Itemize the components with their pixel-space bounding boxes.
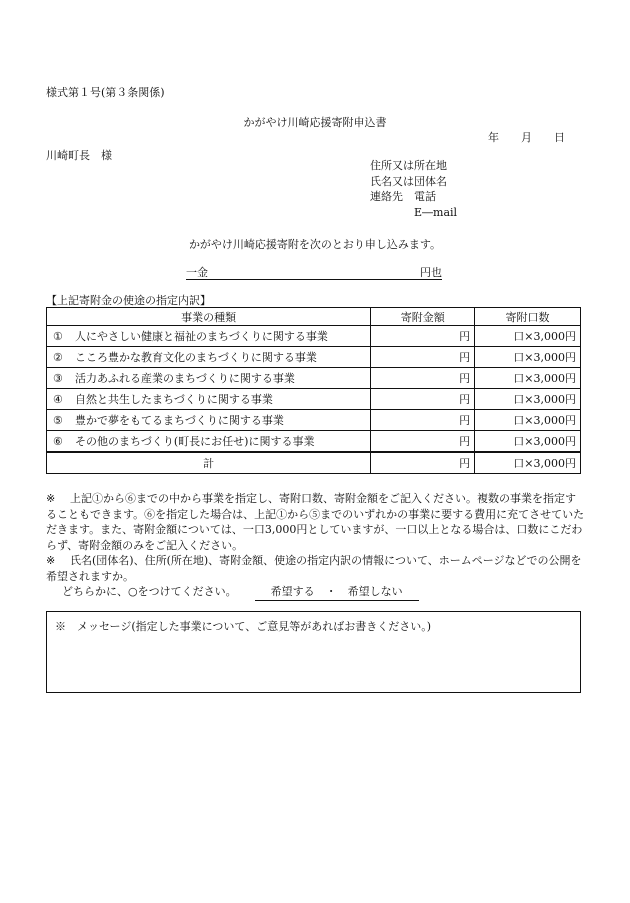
total-row [47, 452, 581, 474]
page-title: かがやけ川崎応援寄附申込書 [243, 116, 387, 129]
note-2-text: 氏名(団体名)、住所(所在地)、寄附金額、使途の指定内訳の情報について、ホームページなどでの公開を希望されますか。 [46, 554, 582, 583]
project-name-cell [47, 347, 371, 368]
units-cell[interactable]: 口×3,000円 [475, 326, 581, 347]
project-name: 活力あふれる産業のまちづくりに関する事業 [75, 372, 295, 385]
total-amount-cell[interactable]: 円 [371, 452, 475, 474]
date-month-label: 月 [521, 131, 532, 144]
header-units: 寄附口数 [475, 308, 581, 326]
intro-text: かがやけ川崎応援寄附を次のとおり申し込みます。 [188, 238, 442, 251]
form-number: 様式第１号(第３条関係) [46, 86, 165, 99]
project-name-cell [47, 431, 371, 453]
project-name: こころ豊かな教育文化のまちづくりに関する事業 [75, 351, 317, 364]
project-name-cell [47, 389, 371, 410]
project-name-cell [47, 326, 371, 347]
message-label: ※ メッセージ(指定した事業について、ご意見等があればお書きください。) [55, 620, 431, 633]
amount-cell[interactable]: 円 [371, 326, 475, 347]
amount-cell[interactable]: 円 [371, 347, 475, 368]
total-units-cell[interactable]: 口×3,000円 [475, 452, 581, 474]
amount-prefix: 一金 [186, 266, 208, 279]
project-name: その他のまちづくり(町長にお任せ)に関する事業 [75, 435, 315, 448]
notes [46, 491, 586, 601]
project-name: 豊かで夢をもてるまちづくりに関する事業 [75, 414, 284, 427]
note-mark: ※ [46, 492, 56, 505]
row-number: ⑥ [53, 435, 63, 448]
note-2-prompt-line [46, 584, 586, 601]
addressee: 川崎町長 様 [46, 149, 112, 162]
amount-cell[interactable]: 円 [371, 431, 475, 453]
amount-suffix: 円也 [420, 266, 442, 279]
note-2-prompt: どちらかに、○をつけてください。 [62, 585, 237, 598]
email-label: E―mail [414, 205, 458, 219]
units-cell[interactable]: 口×3,000円 [475, 431, 581, 453]
header-project-type: 事業の種類 [47, 308, 371, 326]
table-row [47, 368, 581, 389]
publication-choice[interactable]: 希望する ・ 希望しない [255, 584, 419, 601]
row-number: ③ [53, 372, 63, 385]
applicant-block [370, 158, 457, 220]
row-number: ② [53, 351, 63, 364]
address-label: 住所又は所在地 [370, 159, 447, 172]
note-1-text: 上記①から⑥までの中から事業を指定し、寄附口数、寄附金額をご記入ください。複数の事業を指定することもできます。⑥を指定した場合は、上記①から⑤までのいずれかの事業に要する費用に充てさせていただきます。また、寄附金額については、一口3,000円としていますが、一口以上となる場合は、口数にこだわらず、寄附金額のみをご記入ください。 [46, 492, 585, 552]
amount-cell[interactable]: 円 [371, 368, 475, 389]
header-amount: 寄附金額 [371, 308, 475, 326]
table-header-row [47, 308, 581, 326]
table-row [47, 410, 581, 431]
project-name-cell [47, 410, 371, 431]
units-cell[interactable]: 口×3,000円 [475, 410, 581, 431]
name-label: 氏名又は団体名 [370, 174, 447, 188]
amount-field[interactable] [186, 264, 442, 280]
total-label: 計 [47, 452, 371, 474]
contact-label: 連絡先 電話 [370, 190, 436, 203]
units-cell[interactable]: 口×3,000円 [475, 347, 581, 368]
donation-table [46, 307, 581, 474]
amount-cell[interactable]: 円 [371, 410, 475, 431]
amount-cell[interactable]: 円 [371, 389, 475, 410]
date-year-label: 年 [488, 131, 499, 144]
table-row [47, 326, 581, 347]
units-cell[interactable]: 口×3,000円 [475, 368, 581, 389]
row-number: ① [53, 330, 63, 343]
date-day-label: 日 [554, 131, 565, 144]
note-mark: ※ [46, 554, 56, 567]
project-name: 人にやさしい健康と福祉のまちづくりに関する事業 [75, 330, 328, 343]
project-name-cell [47, 368, 371, 389]
date-line [488, 129, 565, 145]
row-number: ⑤ [53, 414, 63, 427]
table-row [47, 347, 581, 368]
row-number: ④ [53, 393, 63, 406]
units-cell[interactable]: 口×3,000円 [475, 389, 581, 410]
note-2 [46, 553, 586, 584]
table-row [47, 431, 581, 453]
section-heading: 【上記寄附金の使途の指定内訳】 [46, 294, 211, 307]
message-box[interactable] [46, 611, 581, 693]
note-1 [46, 491, 586, 553]
table-row [47, 389, 581, 410]
project-name: 自然と共生したまちづくりに関する事業 [75, 393, 273, 406]
